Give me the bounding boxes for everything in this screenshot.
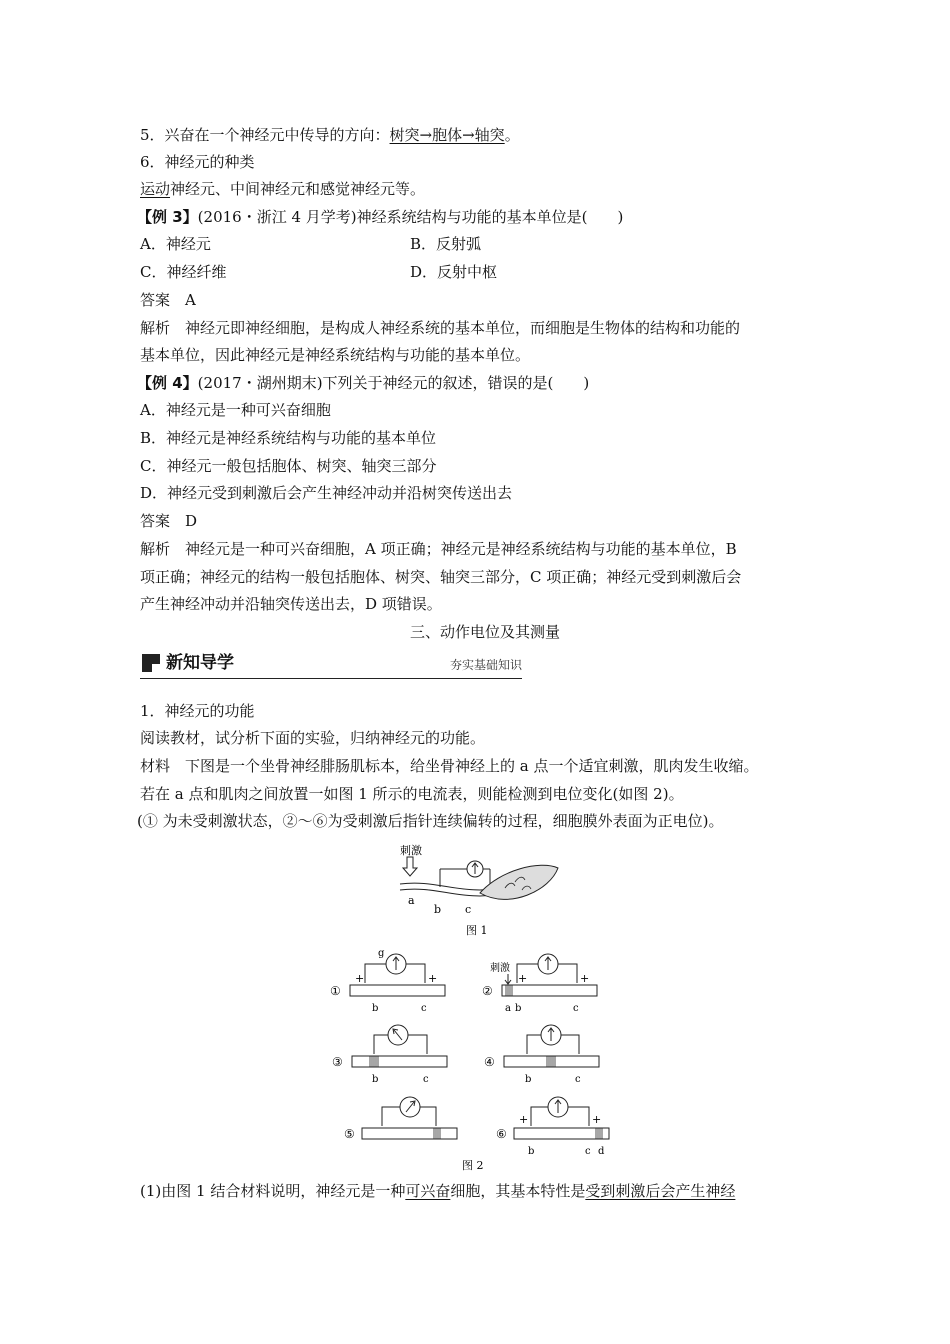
panel-2-number: ② xyxy=(482,984,493,998)
item6-rest: 神经元、中间神经元和感觉神经元等。 xyxy=(170,180,426,198)
plus-sign: + xyxy=(355,972,365,985)
example4-answer: 答案 D xyxy=(140,512,198,530)
fig1-point-a: a xyxy=(408,894,415,907)
example3-text: (2016・浙江 4 月学考)神经系统结构与功能的基本单位是( ) xyxy=(197,208,624,226)
example3-analysis-line: 基本单位，因此神经元是神经系统结构与功能的基本单位。 xyxy=(140,346,531,364)
example3-option-c: C．神经纤维 xyxy=(140,263,227,281)
example3-option-b: B．反射弧 xyxy=(410,235,482,253)
function-line: (① 为未受刺激状态，②～⑥为受刺激后指针连续偏转的过程，细胞膜外表面为正电位)。 xyxy=(137,812,724,830)
item5-answer: 树突→胞体→轴突 xyxy=(389,126,505,144)
item6-line xyxy=(140,178,425,200)
plus-sign: + xyxy=(428,972,438,985)
example4-option-b: B．神经元是神经系统结构与功能的基本单位 xyxy=(140,429,437,447)
item6-answer: 运动 xyxy=(140,180,171,198)
stimulus-label: 刺激 xyxy=(490,963,510,974)
label-c: c xyxy=(575,1074,581,1085)
function-line: 阅读教材，试分析下面的实验，归纳神经元的功能。 xyxy=(140,729,486,747)
galvanometer-icon xyxy=(388,1025,408,1045)
figure2-panel-3 xyxy=(332,1025,447,1085)
label-c: c xyxy=(423,1074,429,1085)
label-c: c xyxy=(421,1003,427,1014)
galvanometer-icon xyxy=(541,1025,561,1045)
section-title: 三、动作电位及其测量 xyxy=(409,623,560,641)
question1-answer2: 受到刺激后会产生神经 xyxy=(585,1182,736,1200)
figure2-panel-1 xyxy=(330,948,445,1014)
banner-subtitle: 夯实基础知识 xyxy=(449,658,522,672)
item5-suffix: 。 xyxy=(504,126,520,144)
galvanometer xyxy=(440,861,490,887)
example4-analysis-line: 项正确；神经元的结构一般包括胞体、树突、轴突三部分，C 项正确；神经元受到刺激后会 xyxy=(140,568,742,586)
panel-6-number: ⑥ xyxy=(496,1127,507,1141)
stimulus-arrow-icon xyxy=(505,974,511,984)
fig1-caption: 图 1 xyxy=(466,924,488,937)
plus-sign: + xyxy=(519,1113,529,1126)
figure-1 xyxy=(390,840,560,940)
label-a: a xyxy=(505,1003,511,1014)
item6-title: 6．神经元的种类 xyxy=(140,153,255,171)
banner-square-icon xyxy=(142,654,160,672)
figure2-panel-4 xyxy=(484,1025,599,1085)
label-c: c xyxy=(573,1003,579,1014)
banner-title: 新知导学 xyxy=(166,653,234,673)
question1-mid: 细胞，其基本特性是 xyxy=(450,1182,586,1200)
question1-prefix: (1)由图 1 结合材料说明，神经元是一种 xyxy=(140,1182,406,1200)
example4-analysis-line: 解析 神经元是一种可兴奋细胞，A 项正确；神经元是神经系统结构与功能的基本单位，B xyxy=(140,540,737,558)
section-banner xyxy=(140,651,522,681)
question1-line xyxy=(140,1180,735,1202)
example4-question xyxy=(137,372,589,394)
fig1-point-b: b xyxy=(434,903,442,916)
fig1-stimulus-label: 刺激 xyxy=(400,844,422,857)
example4-option-d: D．神经元受到刺激后会产生神经冲动并沿树突传送出去 xyxy=(140,484,513,502)
galvanometer-icon xyxy=(538,954,558,974)
panel-3-number: ③ xyxy=(332,1055,343,1069)
example3-question xyxy=(137,206,623,228)
panel-4-number: ④ xyxy=(484,1055,495,1069)
function-line: 材料 下图是一个坐骨神经腓肠肌标本，给坐骨神经上的 a 点一个适宜刺激，肌肉发生收缩。 xyxy=(140,757,759,775)
label-b: b xyxy=(372,1074,379,1085)
item5-line xyxy=(140,124,520,146)
fig1-point-c: c xyxy=(465,903,472,916)
label-d: d xyxy=(598,1146,605,1157)
fig2-caption: 图 2 xyxy=(462,1159,484,1172)
galvanometer-icon xyxy=(548,1097,568,1117)
example3-option-d: D．反射中枢 xyxy=(410,263,498,281)
function-title: 1．神经元的功能 xyxy=(140,702,255,720)
example4-option-a: A．神经元是一种可兴奋细胞 xyxy=(140,401,331,419)
label-g: g xyxy=(378,948,385,959)
example3-answer: 答案 A xyxy=(140,291,196,309)
stimulus-arrow-icon xyxy=(403,857,417,876)
plus-sign: + xyxy=(518,972,528,985)
galvanometer-icon xyxy=(400,1097,420,1117)
example3-analysis-line: 解析 神经元即神经细胞，是构成人神经系统的基本单位，而细胞是生物体的结构和功能的 xyxy=(140,319,741,337)
example4-text: (2017・湖州期末)下列关于神经元的叙述，错误的是( ) xyxy=(197,374,590,392)
panel-5-number: ⑤ xyxy=(344,1127,355,1141)
function-line: 若在 a 点和肌肉之间放置一如图 1 所示的电流表，则能检测到电位变化(如图 2)。 xyxy=(140,785,684,803)
galvanometer-icon xyxy=(386,954,406,974)
figure2-panel-6 xyxy=(496,1097,609,1157)
label-b: b xyxy=(372,1003,379,1014)
question1-answer1: 可兴奋 xyxy=(405,1182,451,1200)
figure2-panel-5 xyxy=(344,1097,457,1141)
panel-1-number: ① xyxy=(330,984,341,998)
example3-option-a: A．神经元 xyxy=(140,235,211,253)
example4-tag: 【例 4】 xyxy=(137,374,198,392)
label-b: b xyxy=(525,1074,532,1085)
label-b: b xyxy=(515,1003,522,1014)
item5-prefix: 5．兴奋在一个神经元中传导的方向： xyxy=(140,126,390,144)
label-c: c xyxy=(585,1146,591,1157)
muscle-shape xyxy=(480,865,558,899)
figure-2 xyxy=(330,945,615,1175)
banner-divider xyxy=(140,678,522,679)
plus-sign: + xyxy=(592,1113,602,1126)
example4-option-c: C．神经元一般包括胞体、树突、轴突三部分 xyxy=(140,457,437,475)
example3-tag: 【例 3】 xyxy=(137,208,198,226)
plus-sign: + xyxy=(580,972,590,985)
example4-analysis-line: 产生神经冲动并沿轴突传送出去，D 项错误。 xyxy=(140,595,442,613)
figure2-panel-2 xyxy=(482,954,597,1014)
label-b: b xyxy=(528,1146,535,1157)
